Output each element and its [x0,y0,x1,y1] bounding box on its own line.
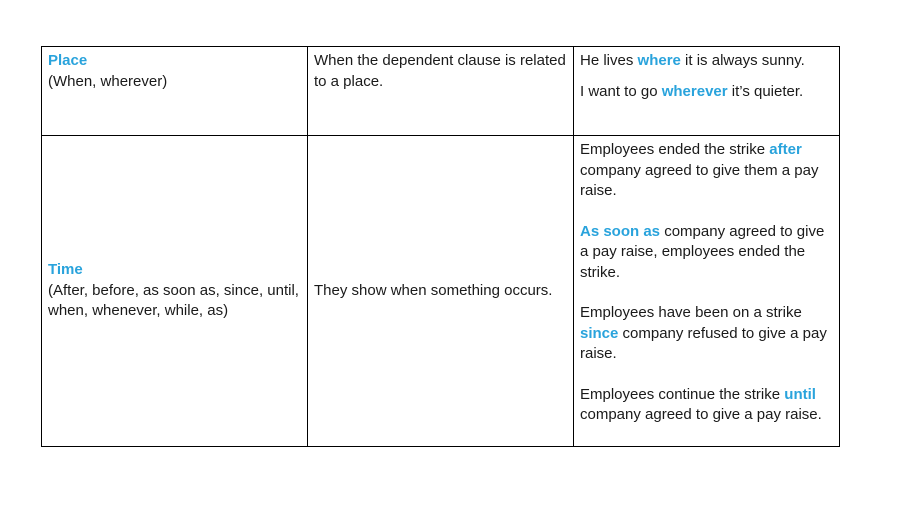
example-text: it is always sunny. [680,52,805,69]
example-keyword: wherever [661,82,728,100]
example-sentence [580,385,833,426]
description-text: They show when something occurs. [314,281,553,299]
conjunctions-list: (After, before, as soon as, since, until, when, whenever, while, as) [48,281,299,320]
example-keyword: since [580,324,619,342]
category-cell [42,136,308,447]
table-row-time [42,136,840,447]
example-keyword: where [637,52,681,69]
clauses-table [41,46,840,447]
examples-cell [574,136,840,447]
example-keyword: until [784,385,816,403]
category-label: Place [48,52,88,69]
description-cell [308,136,574,447]
description-cell [308,47,574,136]
example-text: company agreed to give them a pay raise. [580,161,819,199]
example-text: company refused to give a pay raise. [580,324,827,362]
example-text: Employees ended the strike [580,141,770,158]
examples-cell [574,47,840,136]
example-text: Employees have been on a strike [580,304,802,321]
conjunctions-list: (When, wherever) [48,72,168,90]
example-text: I want to go [580,82,662,100]
example-text: He lives [580,52,638,69]
example-text: company agreed to give a pay raise, employees ended the strike. [580,222,825,281]
example-sentence [580,140,833,202]
category-cell [42,47,308,136]
table-row-place [42,47,840,136]
example-keyword: after [769,141,802,158]
description-text: When the dependent clause is related to a place. [314,52,566,90]
example-keyword: As soon as [580,222,661,240]
example-sentence [580,222,833,284]
example-text: company agreed to give a pay raise. [580,406,822,423]
category-label: Time [48,261,83,279]
example-text: it’s quieter. [727,82,804,100]
example-sentence [580,82,833,103]
example-text: Employees continue the strike [580,385,785,403]
example-sentence [580,303,833,365]
example-sentence [580,51,833,72]
